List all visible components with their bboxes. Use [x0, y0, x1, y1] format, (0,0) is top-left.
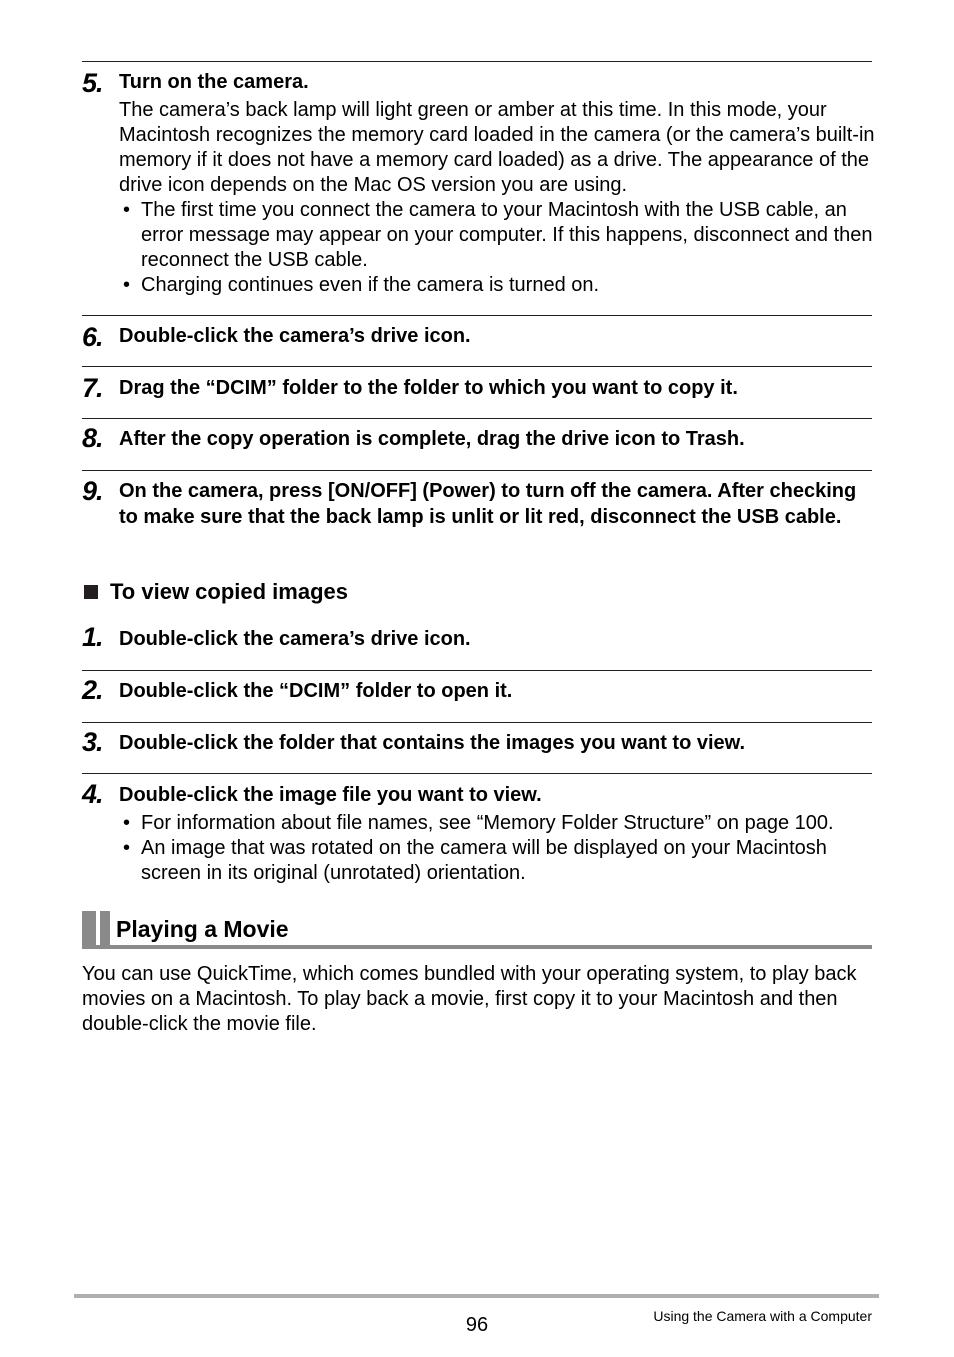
step-title: Double-click the folder that contains the images you want to view. — [119, 732, 746, 754]
step-title: Turn on the camera. — [119, 71, 309, 93]
step-number: 7. — [82, 373, 103, 403]
subheading: To view copied images — [84, 579, 348, 605]
bullet-dot-icon: • — [123, 199, 131, 221]
section-marker-icon — [100, 911, 110, 949]
footer-chapter: Using the Camera with a Computer — [653, 1308, 872, 1324]
step-number: 4. — [82, 779, 103, 809]
bullet-dot-icon: • — [123, 812, 131, 834]
bullet-item: • The first time you connect the camera to your Macintosh with the USB cable, an error message may appear on your computer. If this happens, disconnect and then reconnect the USB cable. — [123, 199, 873, 271]
view-step-2 — [82, 670, 872, 721]
step-title: Double-click the camera’s drive icon. — [119, 325, 471, 347]
page-number: 96 — [465, 1314, 489, 1336]
bullet-item: • Charging continues even if the camera is turned on. — [123, 274, 600, 296]
step-6 — [82, 315, 872, 366]
bullet-dot-icon: • — [123, 837, 131, 859]
step-paragraph: The camera’s back lamp will light green or amber at this time. In this mode, your Macintosh recognizes the memory card loaded in the camera (or the camera’s built-in memory if it does not have a memory card loaded) as a drive. The appearance of the drive icon depends on the Mac OS version you are using. — [119, 99, 875, 196]
section-title: Playing a Movie — [116, 916, 289, 942]
view-step-1 — [82, 620, 872, 670]
step-bullet-list — [119, 811, 879, 886]
step-number: 6. — [82, 322, 103, 352]
footer-rule — [74, 1294, 879, 1298]
section-underline — [82, 945, 872, 949]
step-title: After the copy operation is complete, drag the drive icon to Trash. — [119, 428, 745, 450]
bullet-item: • An image that was rotated on the camera will be displayed on your Macintosh screen in its original (unrotated) orientation. — [123, 837, 827, 884]
step-8 — [82, 418, 872, 469]
step-number: 8. — [82, 423, 103, 453]
section-paragraph: You can use QuickTime, which comes bundled with your operating system, to play back movies on a Macintosh. To play back a movie, first copy it to your Macintosh and then double-click the movie file. — [82, 963, 857, 1035]
square-bullet-icon — [84, 585, 98, 599]
view-step-4 — [82, 773, 872, 894]
step-bullet-list — [119, 198, 879, 298]
step-title: Double-click the image file you want to view. — [119, 784, 542, 806]
step-number: 2. — [82, 675, 103, 705]
step-title: Double-click the “DCIM” folder to open it. — [119, 680, 513, 702]
step-number: 1. — [82, 622, 103, 652]
step-title: Drag the “DCIM” folder to the folder to which you want to copy it. — [119, 377, 738, 399]
step-9 — [82, 470, 872, 566]
bullet-dot-icon: • — [123, 274, 131, 296]
step-title: Double-click the camera’s drive icon. — [119, 628, 471, 650]
bullet-item: • For information about file names, see “Memory Folder Structure” on page 100. — [123, 812, 834, 834]
section-header — [82, 911, 872, 949]
step-number: 3. — [82, 727, 103, 757]
step-number: 9. — [82, 476, 103, 506]
step-7 — [82, 366, 872, 417]
step-title: On the camera, press [ON/OFF] (Power) to turn off the camera. After checking to make sure that the back lamp is unlit or lit red, disconnect the USB cable. — [119, 480, 857, 528]
step-5 — [82, 61, 875, 312]
view-step-3 — [82, 722, 872, 773]
section-marker-icon — [82, 911, 96, 949]
step-number: 5. — [82, 68, 103, 98]
